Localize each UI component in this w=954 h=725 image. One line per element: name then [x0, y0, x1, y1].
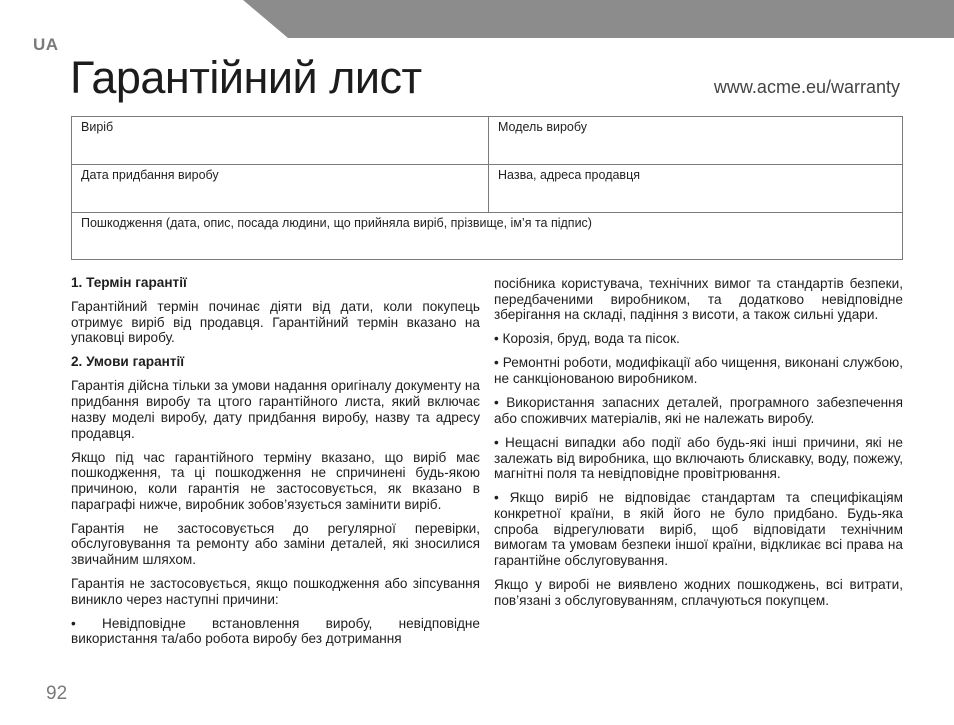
product-field[interactable]	[72, 117, 489, 165]
warranty-url[interactable]: www.acme.eu/warranty	[713, 77, 900, 97]
bullet-item: • Використання запасних деталей, програмного забезпечення або споживчих матеріалів, які не належать виробу.	[494, 395, 903, 426]
model-label: Модель виробу	[498, 120, 588, 134]
warranty-form-table	[71, 116, 903, 260]
damage-field[interactable]	[72, 213, 903, 260]
bullet-item: • Невідповідне встановлення виробу, невідповідне використання та/або робота виробу без дотримання	[71, 615, 480, 647]
model-field[interactable]	[489, 117, 903, 165]
section-heading-warranty-conditions: 2. Умови гарантії	[71, 354, 185, 370]
bullet-item: • Корозія, бруд, вода та пісок.	[494, 331, 680, 347]
paragraph: посібника користувача, технічних вимог та стандартів безпеки, передбаченими виробником, та додатково невідповідне зберігання на складі, падіння з висоти, а також сильні удари.	[494, 276, 903, 323]
paragraph: Гарантійний термін починає діяти від дати, коли покупець отримує виріб від продавця. Гарантійний термін вказано на упаковці виробу.	[71, 299, 480, 346]
bullet-item: • Нещасні випадки або події або будь-які інші причини, які не залежать від виробника, що включають блискавку, воду, пожежу, магнітні поля та невідповідне провітрювання.	[494, 434, 903, 482]
paragraph: Гарантія дійсна тільки за умови надання оригіналу документу на придбання виробу та цтого гарантійного листа, який включає назву моделі виробу, дату придбання виробу, назву та адресу продавця.	[71, 378, 480, 441]
top-decorative-band	[0, 0, 954, 38]
section-heading-warranty-term: 1. Термін гарантії	[71, 275, 187, 290]
paragraph: Якщо у виробі не виявлено жодних пошкоджень, всі витрати, пов’язані з обслуговуванням, сплачуються покупцем.	[494, 577, 903, 608]
damage-label: Пошкодження (дата, опис, посада людини, що прийняла виріб, прізвище, ім’я та підпис)	[81, 216, 592, 230]
paragraph: Гарантія не застосовується, якщо пошкодження або зіпсування виникло через наступні причини:	[71, 576, 480, 607]
right-text-column	[494, 276, 903, 617]
product-label: Виріб	[81, 120, 114, 134]
purchase-date-label: Дата придбання виробу	[81, 168, 219, 182]
seller-field[interactable]	[489, 165, 903, 213]
language-code: UA	[33, 35, 59, 54]
bullet-item: • Якщо виріб не відповідає стандартам та специфікаціям конкретної країни, в якій його не було придбано. Будь-яка спроба відрегулювати виріб, щоб відповідати технічним вимогам та умовам безпеки іншої країни, відкликає всі права на гарантійне обслуговування.	[494, 490, 903, 569]
page-number: 92	[46, 683, 68, 704]
left-text-column	[71, 275, 480, 655]
purchase-date-field[interactable]	[72, 165, 489, 213]
seller-label: Назва, адреса продавця	[498, 168, 641, 182]
bullet-item: • Ремонтні роботи, модифікації або чищення, виконані службою, не санкціонованою виробником.	[494, 355, 903, 387]
paragraph: Якщо під час гарантійного терміну вказано, що виріб має пошкодження, та ці пошкодження не спричинені будь-якою причиною, коли гарантія не застосовується, як вказано в параграфі нижче, виробник зобов’язується замінити виріб.	[71, 449, 480, 512]
page-title: Гарантійний лист	[70, 52, 422, 103]
paragraph: Гарантія не застосовується до регулярної перевірки, обслуговування та ремонту або заміни деталей, які зносилися звичайним шляхом.	[71, 520, 480, 568]
